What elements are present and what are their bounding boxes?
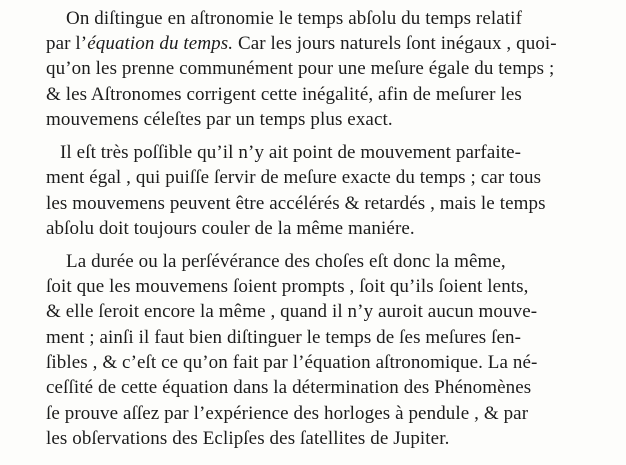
text-line: mouvemens céleſtes par un temps plus exact. bbox=[46, 109, 393, 130]
text-line-end: Car les jours naturels ſont inégaux , quoi- bbox=[233, 33, 557, 54]
text-line: ment égal , qui puiſſe ſervir de meſure exacte du temps ; car tous bbox=[46, 167, 542, 188]
text-line bbox=[46, 33, 557, 55]
text-line: ſe prouve aſſez par l’expérience des horloges à pendule , & par bbox=[46, 403, 529, 424]
text-line: abſolu doit toujours couler de la même maniére. bbox=[46, 218, 415, 239]
text-line: & les Aſtronomes corrigent cette inégalité, afin de meſurer les bbox=[46, 84, 522, 105]
text-line: ſoit que les mouvemens ſoient prompts , ſoit qu’ils ſoient lents, bbox=[46, 276, 529, 297]
text-line: & elle ſeroit encore la même , quand il n’y auroit aucun mouve- bbox=[46, 301, 538, 322]
italic-term: équation du temps. bbox=[87, 33, 234, 54]
text-line: ment ; ainſi il faut bien diſtinguer le temps de ſes meſures ſen- bbox=[46, 327, 522, 348]
text-line: ſibles , & c’eſt ce qu’on fait par l’équation aſtronomique. La né- bbox=[46, 352, 538, 373]
text-line: les mouvemens peuvent être accélérés & retardés , mais le temps bbox=[46, 193, 546, 214]
text-line: qu’on les prenne communément pour une meſure égale du temps ; bbox=[46, 58, 555, 79]
text-line: La durée ou la perſévérance des choſes eſt donc la même, bbox=[66, 251, 506, 272]
text-line: ceſſité de cette équation dans la détermination des Phénomènes bbox=[46, 377, 532, 398]
text-line: On diſtingue en aſtronomie le temps abſolu du temps relatif bbox=[66, 8, 522, 29]
text-line-start: par l’ bbox=[46, 33, 88, 54]
text-line: les obſervations des Eclipſes des ſatellites de Jupiter. bbox=[46, 428, 450, 449]
text-line: Il eſt très poſſible qu’il n’y ait point de mouvement parfaite- bbox=[60, 142, 522, 163]
